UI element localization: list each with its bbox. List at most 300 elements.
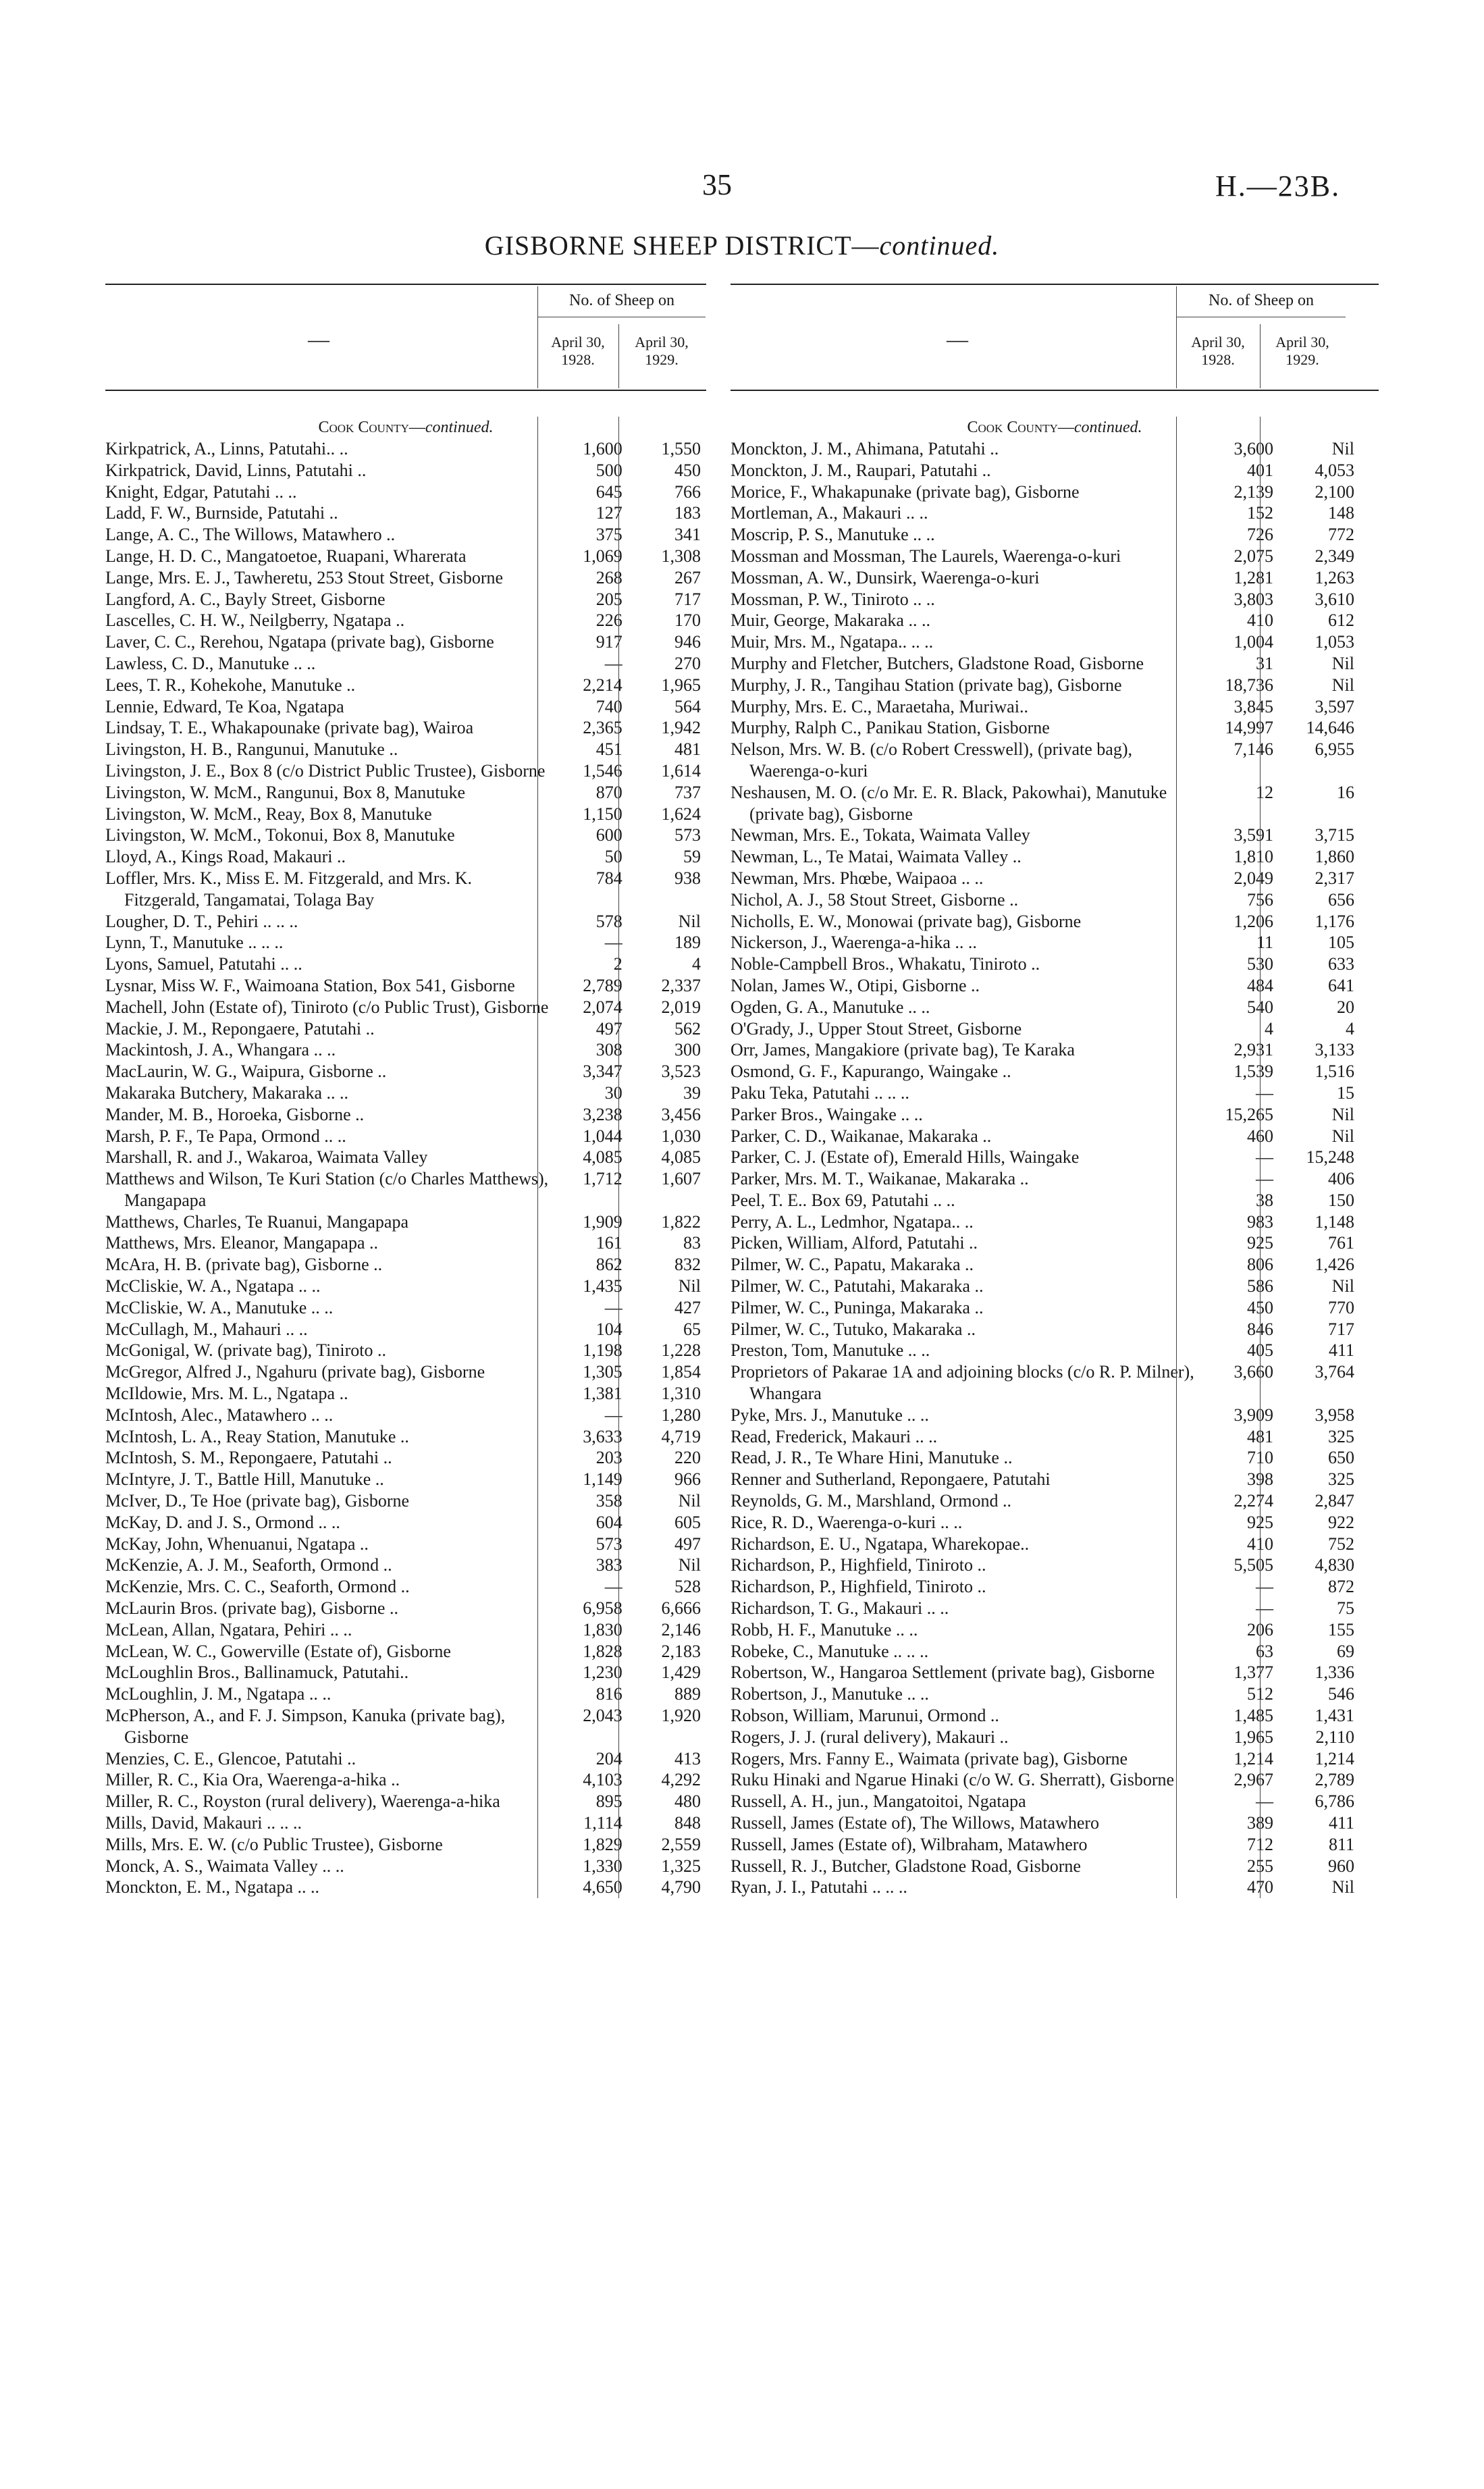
- table-row: [731, 846, 1379, 868]
- sheep-1929: 2,847: [1315, 1491, 1354, 1511]
- sheep-1928: 31: [1256, 653, 1273, 673]
- table-row: [105, 1834, 706, 1856]
- owner-name: Mackie, J. M., Repongaere, Patutahi ..: [105, 1018, 375, 1039]
- sheep-1928: —: [604, 933, 622, 953]
- sheep-1929: 3,597: [1315, 696, 1354, 716]
- sheep-1928: 806: [1247, 1255, 1273, 1275]
- sheep-1929: 848: [674, 1813, 701, 1833]
- table-row: [105, 782, 706, 804]
- table-row: [731, 610, 1379, 631]
- sheep-1928: 2,274: [1234, 1491, 1273, 1511]
- owner-name: Menzies, C. E., Glencoe, Patutahi ..: [105, 1748, 356, 1769]
- sheep-1929: 6,666: [661, 1598, 701, 1619]
- owner-name: Mills, David, Makauri .. .. ..: [105, 1813, 302, 1833]
- table-row: [105, 1447, 706, 1469]
- table-row: [105, 653, 706, 675]
- sheep-1928: 1,150: [583, 804, 622, 824]
- sheep-1928: 3,238: [583, 1104, 622, 1124]
- sheep-1929: 3,958: [1315, 1405, 1354, 1425]
- table-row: [731, 653, 1379, 675]
- table-row: [731, 953, 1379, 975]
- sheep-1928: 925: [1247, 1233, 1273, 1253]
- owner-name: Morice, F., Whakapunake (private bag), Gisborne: [731, 481, 1080, 502]
- owner-name: Matthews, Charles, Te Ruanui, Mangapapa: [105, 1211, 408, 1232]
- table-row: [731, 1748, 1379, 1770]
- sheep-1928: 726: [1247, 525, 1273, 545]
- sheep-1928: 375: [595, 525, 622, 545]
- table-row: [105, 589, 706, 610]
- table-row: [731, 1791, 1379, 1812]
- sheep-1929: 2,019: [661, 997, 701, 1017]
- document-reference: H.—23B.: [1215, 169, 1341, 203]
- left-table-header: [105, 284, 706, 391]
- sheep-1929: 528: [674, 1577, 701, 1597]
- sheep-1929: 1,426: [1315, 1255, 1354, 1275]
- table-row: [731, 997, 1379, 1018]
- sheep-1929: Nil: [678, 1276, 701, 1296]
- owner-name: Renner and Sutherland, Repongaere, Patutahi: [731, 1469, 1051, 1490]
- table-row: [731, 1297, 1379, 1319]
- table-row: [731, 911, 1379, 933]
- table-row: [105, 1082, 706, 1104]
- table-row: [105, 760, 706, 782]
- sheep-1929: 641: [1328, 975, 1354, 995]
- sheep-1929: 1,228: [661, 1340, 701, 1361]
- sheep-1929: 650: [1328, 1448, 1354, 1468]
- sheep-1928: 2,043: [583, 1706, 622, 1726]
- sheep-1928: 1,069: [583, 546, 622, 566]
- sheep-1929: 960: [1328, 1856, 1354, 1876]
- table-row: [731, 1061, 1379, 1082]
- owner-name: Rogers, J. J. (rural delivery), Makauri ..: [731, 1727, 1009, 1747]
- sheep-1928: 470: [1247, 1877, 1273, 1897]
- owner-name: Robertson, J., Manutuke .. ..: [731, 1684, 929, 1704]
- sheep-1928: 3,591: [1234, 825, 1273, 845]
- sheep-1928: 1,198: [583, 1340, 622, 1361]
- owner-name: Lloyd, A., Kings Road, Makauri ..: [105, 847, 346, 867]
- owner-name: Machell, John (Estate of), Tiniroto (c/o Public Trust), Gisborne: [105, 997, 549, 1017]
- sheep-1929: 966: [674, 1469, 701, 1490]
- sheep-1929: 411: [1328, 1340, 1354, 1361]
- sheep-1928: 1,114: [583, 1813, 622, 1833]
- sheep-1929: 83: [683, 1233, 701, 1253]
- owner-name: Perry, A. L., Ledmhor, Ngatapa.. ..: [731, 1211, 974, 1232]
- table-row: [731, 1727, 1379, 1748]
- owner-name: Reynolds, G. M., Marshland, Ormond ..: [731, 1491, 1011, 1511]
- owner-name: Murphy, Ralph C., Panikau Station, Gisborne: [731, 718, 1050, 738]
- table-row: [105, 1126, 706, 1147]
- owner-name: Nicholls, E. W., Monowai (private bag), Gisborne: [731, 911, 1082, 931]
- sheep-1928: 1,149: [583, 1469, 622, 1490]
- sheep-1928: 2,139: [1234, 481, 1273, 502]
- table-row: [731, 1769, 1379, 1791]
- table-row: [105, 1018, 706, 1040]
- sheep-1928: 1,044: [583, 1126, 622, 1146]
- sheep-1929: 220: [674, 1448, 701, 1468]
- owner-name: Parker, Mrs. M. T., Waikanae, Makaraka ..: [731, 1169, 1029, 1189]
- sheep-1929: 105: [1328, 933, 1354, 953]
- sheep-1928: 63: [1256, 1641, 1273, 1661]
- sheep-1929: 752: [1328, 1534, 1354, 1554]
- table-row: [105, 1297, 706, 1319]
- sheep-1929: 717: [1328, 1319, 1354, 1339]
- owner-name: Proprietors of Pakarae 1A and adjoining blocks (c/o R. P. Milner), Whangara: [731, 1362, 1194, 1404]
- table-row: [731, 696, 1379, 718]
- owner-name: Pyke, Mrs. J., Manutuke .. ..: [731, 1405, 929, 1425]
- table-row: [105, 997, 706, 1018]
- table-row: [731, 1812, 1379, 1834]
- sheep-1928: 846: [1247, 1319, 1273, 1339]
- table-row: [105, 1254, 706, 1276]
- sheep-1929: Nil: [1331, 1126, 1354, 1146]
- table-row: [731, 1469, 1379, 1490]
- owner-name: Murphy, Mrs. E. C., Maraetaha, Muriwai..: [731, 696, 1028, 716]
- sheep-1929: 4,719: [661, 1426, 701, 1446]
- sheep-1929: 3,456: [661, 1104, 701, 1124]
- owner-name: McKay, D. and J. S., Ormond .. ..: [105, 1512, 340, 1532]
- table-row: [731, 438, 1379, 460]
- sheep-1928: —: [1256, 1169, 1273, 1189]
- sheep-1929: 546: [1328, 1684, 1354, 1704]
- table-row: [105, 1211, 706, 1233]
- owner-name: Murphy and Fletcher, Butchers, Gladstone Road, Gisborne: [731, 653, 1144, 673]
- owner-name: McIntosh, Alec., Matawhero .. ..: [105, 1405, 334, 1425]
- table-row: [105, 1405, 706, 1426]
- sheep-1928: 1,810: [1234, 847, 1273, 867]
- sheep-1928: —: [604, 1577, 622, 1597]
- sheep-1928: 1,230: [583, 1662, 622, 1683]
- table-row: [731, 1534, 1379, 1555]
- table-row: [731, 1554, 1379, 1576]
- owner-name: Pilmer, W. C., Puninga, Makaraka ..: [731, 1297, 984, 1317]
- sheep-1929: 938: [674, 868, 701, 888]
- sheep-1929: 766: [674, 481, 701, 502]
- table-row: [731, 868, 1379, 889]
- owner-name: Nelson, Mrs. W. B. (c/o Robert Cresswell), (private bag), Waerenga-o-kuri: [731, 739, 1133, 781]
- sheep-1928: 3,660: [1234, 1362, 1273, 1382]
- sheep-1929: 832: [674, 1255, 701, 1275]
- sheep-1929: 411: [1328, 1813, 1354, 1833]
- sheep-1929: Nil: [678, 1555, 701, 1575]
- table-row: [731, 782, 1379, 825]
- sheep-1929: 1,516: [1315, 1062, 1354, 1082]
- owner-name: Lascelles, C. H. W., Neilgberry, Ngatapa ..: [105, 610, 405, 631]
- table-row: [105, 1705, 706, 1748]
- sheep-1929: 3,610: [1315, 589, 1354, 609]
- sheep-1928: —: [1256, 1082, 1273, 1103]
- owner-name: Robeke, C., Manutuke .. .. ..: [731, 1641, 929, 1661]
- owner-name: Ladd, F. W., Burnside, Patutahi ..: [105, 503, 338, 523]
- table-row: [105, 846, 706, 868]
- col-1929-header: April 30, 1929.: [635, 334, 689, 368]
- owner-name: Mortleman, A., Makauri .. ..: [731, 503, 928, 523]
- owner-name: McIntosh, S. M., Repongaere, Patutahi ..: [105, 1448, 392, 1468]
- sheep-1929: Nil: [678, 911, 701, 931]
- table-row: [731, 546, 1379, 567]
- sheep-1929: 14,646: [1306, 718, 1354, 738]
- owner-name: McKenzie, Mrs. C. C., Seaforth, Ormond ..: [105, 1577, 410, 1597]
- sheep-1928: 983: [1247, 1211, 1273, 1232]
- sheep-1929: 605: [674, 1512, 701, 1532]
- table-row: [731, 1104, 1379, 1126]
- owner-name: Monckton, J. M., Raupari, Patutahi ..: [731, 460, 991, 480]
- sheep-1928: 308: [595, 1040, 622, 1060]
- owner-name: Ryan, J. I., Patutahi .. .. ..: [731, 1877, 907, 1897]
- owner-name: Miller, R. C., Kia Ora, Waerenga-a-hika ..: [105, 1770, 400, 1790]
- sheep-1929: 4,292: [661, 1770, 701, 1790]
- sheep-1929: 1,854: [661, 1362, 701, 1382]
- sheep-1929: 2,349: [1315, 546, 1354, 566]
- owner-name: O'Grady, J., Upper Stout Street, Gisborne: [731, 1018, 1022, 1039]
- sheep-1928: 1,546: [583, 760, 622, 781]
- owner-name: Lange, H. D. C., Mangatoetoe, Ruapani, Wharerata: [105, 546, 467, 566]
- owner-name: McKay, John, Whenuanui, Ngatapa ..: [105, 1534, 369, 1554]
- sheep-1928: 12: [1256, 782, 1273, 802]
- sheep-1928: 30: [604, 1082, 622, 1103]
- sheep-1928: 1,909: [583, 1211, 622, 1232]
- table-row: [105, 717, 706, 739]
- table-row: [731, 567, 1379, 589]
- sheep-1929: 1,148: [1315, 1211, 1354, 1232]
- sheep-1928: 410: [1247, 610, 1273, 631]
- table-row: [105, 1748, 706, 1770]
- col-1928-header: April 30, 1928.: [551, 334, 605, 368]
- sheep-1928: 497: [595, 1018, 622, 1039]
- sheep-1928: 4,085: [583, 1147, 622, 1168]
- table-row: [731, 717, 1379, 739]
- table-row: [105, 460, 706, 481]
- owner-name: McLean, Allan, Ngatara, Pehiri .. ..: [105, 1619, 352, 1640]
- table-row: [105, 739, 706, 760]
- sheep-1929: 656: [1328, 889, 1354, 910]
- sheep-1929: 2,789: [1315, 1770, 1354, 1790]
- sheep-1928: 530: [1247, 954, 1273, 974]
- sheep-1929: 946: [674, 632, 701, 652]
- owner-name: Robson, William, Marunui, Ormond ..: [731, 1706, 999, 1726]
- owner-name: Ruku Hinaki and Ngarue Hinaki (c/o W. G. Sherratt), Gisborne: [731, 1770, 1175, 1790]
- sheep-1928: 600: [595, 825, 622, 845]
- owner-name: McLoughlin, J. M., Ngatapa .. ..: [105, 1684, 332, 1704]
- table-row: [105, 932, 706, 953]
- owner-name: McAra, H. B. (private bag), Gisborne ..: [105, 1255, 383, 1275]
- table-row: [105, 804, 706, 825]
- table-row: [731, 1254, 1379, 1276]
- table-row: [105, 1426, 706, 1448]
- owner-name: McGregor, Alfred J., Ngahuru (private bag), Gisborne: [105, 1362, 485, 1382]
- sheep-1928: 512: [1247, 1684, 1273, 1704]
- table-row: [731, 1147, 1379, 1168]
- sheep-1929: 16: [1337, 782, 1354, 802]
- sheep-1929: 4: [691, 954, 701, 974]
- sheep-1928: 358: [595, 1491, 622, 1511]
- sheep-1928: 205: [595, 589, 622, 609]
- sheep-1928: 3,803: [1234, 589, 1273, 609]
- owner-name: Makaraka Butchery, Makaraka .. ..: [105, 1082, 348, 1103]
- sheep-1929: 2,110: [1315, 1727, 1354, 1747]
- sheep-1928: 161: [595, 1233, 622, 1253]
- sheep-1928: 645: [595, 481, 622, 502]
- table-row: [731, 631, 1379, 653]
- sheep-1929: 2,317: [1315, 868, 1354, 888]
- sheep-1928: 3,347: [583, 1062, 622, 1082]
- table-row: [105, 1168, 706, 1211]
- table-row: [105, 1619, 706, 1641]
- sheep-1928: 573: [595, 1534, 622, 1554]
- owner-name: Mackintosh, J. A., Whangara .. ..: [105, 1040, 336, 1060]
- sheep-1929: 562: [674, 1018, 701, 1039]
- sheep-1929: Nil: [1331, 439, 1354, 459]
- owner-name: Lawless, C. D., Manutuke .. ..: [105, 653, 316, 673]
- table-row: [731, 1211, 1379, 1233]
- sheep-1928: 1,600: [583, 439, 622, 459]
- owner-name: Rice, R. D., Waerenga-o-kuri .. ..: [731, 1512, 963, 1532]
- sheep-1928: 540: [1247, 997, 1273, 1017]
- owner-name: Lange, A. C., The Willows, Matawhero ..: [105, 525, 396, 545]
- sheep-1929: 2,559: [661, 1834, 701, 1854]
- sheep-1929: 155: [1328, 1619, 1354, 1640]
- sheep-1928: 460: [1247, 1126, 1273, 1146]
- owner-name: Neshausen, M. O. (c/o Mr. E. R. Black, Pakowhai), Manutuke (private bag), Gisborne: [731, 782, 1167, 824]
- sheep-1928: 710: [1247, 1448, 1273, 1468]
- sheep-1928: —: [604, 1297, 622, 1317]
- sheep-1929: 4,790: [661, 1877, 701, 1897]
- owner-name: Richardson, P., Highfield, Tiniroto ..: [731, 1555, 986, 1575]
- sheep-1928: 2: [613, 954, 622, 974]
- table-row: [105, 1232, 706, 1254]
- sheep-1929: 1,431: [1315, 1706, 1354, 1726]
- col-1929-header: April 30, 1929.: [1275, 334, 1329, 368]
- table-row: [105, 1469, 706, 1490]
- sheep-1928: 1,830: [583, 1619, 622, 1640]
- table-row: [105, 1490, 706, 1512]
- sheep-1929: 75: [1337, 1598, 1354, 1619]
- sheep-1929: Nil: [1331, 1276, 1354, 1296]
- table-row: [731, 589, 1379, 610]
- table-row: [731, 1039, 1379, 1061]
- sheep-1928: 1,377: [1234, 1662, 1273, 1683]
- owner-name: Laver, C. C., Rerehou, Ngatapa (private bag), Gisborne: [105, 632, 494, 652]
- table-row: [731, 1641, 1379, 1662]
- sheep-1929: 20: [1337, 997, 1354, 1017]
- sheep-1928: 756: [1247, 889, 1273, 910]
- left-table-body: [105, 417, 706, 1898]
- owner-name: Russell, James (Estate of), The Willows, Matawhero: [731, 1813, 1100, 1833]
- name-column-header: —: [308, 327, 329, 351]
- sheep-1929: 1,280: [661, 1405, 701, 1425]
- section-heading: Cook County—continued.: [318, 419, 494, 436]
- owner-name: McIntosh, L. A., Reay Station, Manutuke ..: [105, 1426, 409, 1446]
- sheep-1928: 2,049: [1234, 868, 1273, 888]
- sheep-1928: 1,435: [583, 1276, 622, 1296]
- table-row: [105, 631, 706, 653]
- table-row: [731, 675, 1379, 696]
- sheep-1928: 712: [1247, 1834, 1273, 1854]
- owner-name: Livingston, W. McM., Reay, Box 8, Manutuke: [105, 804, 432, 824]
- sheep-1929: 1,942: [661, 718, 701, 738]
- owner-name: Mills, Mrs. E. W. (c/o Public Trustee), Gisborne: [105, 1834, 443, 1854]
- sheep-1928: 410: [1247, 1534, 1273, 1554]
- table-row: [731, 1426, 1379, 1448]
- sheep-1929: 612: [1328, 610, 1354, 631]
- owner-name: Livingston, H. B., Rangunui, Manutuke ..: [105, 739, 398, 760]
- table-row: [105, 1512, 706, 1534]
- sheep-1928: 18,736: [1225, 675, 1273, 695]
- sheep-1929: 170: [674, 610, 701, 631]
- sheep-1928: 1,965: [1234, 1727, 1273, 1747]
- owner-name: Read, Frederick, Makauri .. ..: [731, 1426, 938, 1446]
- sheep-1928: 1,485: [1234, 1706, 1273, 1726]
- owner-name: McCliskie, W. A., Manutuke .. ..: [105, 1297, 334, 1317]
- sheep-1929: 189: [674, 933, 701, 953]
- table-row: [105, 567, 706, 589]
- owner-name: Kirkpatrick, David, Linns, Patutahi ..: [105, 460, 367, 480]
- owner-name: Livingston, W. McM., Rangunui, Box 8, Manutuke: [105, 782, 465, 802]
- sheep-1928: 2,789: [583, 975, 622, 995]
- table-row: [105, 1361, 706, 1383]
- sheep-1929: 717: [674, 589, 701, 609]
- sheep-1929: 1,308: [661, 546, 701, 566]
- sheep-1928: 895: [595, 1791, 622, 1812]
- owner-name: Osmond, G. F., Kapurango, Waingake ..: [731, 1062, 1011, 1082]
- right-table-header: [731, 284, 1379, 391]
- owner-name: Livingston, J. E., Box 8 (c/o District Public Trustee), Gisborne: [105, 760, 546, 781]
- table-row: [105, 1104, 706, 1126]
- sheep-1928: 1,381: [583, 1384, 622, 1404]
- owner-name: McCullagh, M., Mahauri .. ..: [105, 1319, 308, 1339]
- table-row: [105, 1877, 706, 1898]
- sheep-1928: —: [1256, 1147, 1273, 1168]
- table-row: [731, 1662, 1379, 1683]
- sheep-1928: 7,146: [1234, 739, 1273, 760]
- name-column-header: —: [947, 327, 968, 351]
- owner-name: McLoughlin Bros., Ballinamuck, Patutahi..: [105, 1662, 409, 1683]
- sheep-1929: 1,429: [661, 1662, 701, 1683]
- table-row: [105, 1276, 706, 1297]
- owner-name: Orr, James, Mangakiore (private bag), Te Karaka: [731, 1040, 1075, 1060]
- owner-name: Lindsay, T. E., Whakapounake (private bag), Wairoa: [105, 718, 474, 738]
- sheep-1929: 15: [1337, 1082, 1354, 1103]
- table-row: [731, 1340, 1379, 1361]
- owner-name: Newman, L., Te Matai, Waimata Valley ..: [731, 847, 1022, 867]
- owner-name: Parker Bros., Waingake .. ..: [731, 1104, 923, 1124]
- table-row: [731, 739, 1379, 782]
- table-row: [105, 1598, 706, 1619]
- sheep-1928: 917: [595, 632, 622, 652]
- owner-name: Mander, M. B., Horoeka, Gisborne ..: [105, 1104, 365, 1124]
- table-row: [105, 1576, 706, 1598]
- table-row: [731, 1683, 1379, 1705]
- sheep-1928: 204: [595, 1748, 622, 1769]
- sheep-1928: 870: [595, 782, 622, 802]
- sheep-1929: Nil: [678, 1491, 701, 1511]
- owner-name: Richardson, E. U., Ngatapa, Wharekopae..: [731, 1534, 1030, 1554]
- owner-name: Murphy, J. R., Tangihau Station (private bag), Gisborne: [731, 675, 1122, 695]
- sheep-1928: 586: [1247, 1276, 1273, 1296]
- owner-name: McLaurin Bros. (private bag), Gisborne ..: [105, 1598, 398, 1619]
- owner-name: Monckton, J. M., Ahimana, Patutahi ..: [731, 439, 999, 459]
- sheep-1929: 3,764: [1315, 1362, 1354, 1382]
- sheep-1928: 268: [595, 567, 622, 587]
- table-row: [105, 675, 706, 696]
- sheep-1929: 481: [674, 739, 701, 760]
- sheep-1929: 1,624: [661, 804, 701, 824]
- sheep-1928: 2,074: [583, 997, 622, 1017]
- sheep-1929: 3,523: [661, 1062, 701, 1082]
- owner-name: Paku Teka, Patutahi .. .. ..: [731, 1082, 909, 1103]
- sheep-1929: 267: [674, 567, 701, 587]
- table-row: [731, 1232, 1379, 1254]
- table-row: [105, 1791, 706, 1812]
